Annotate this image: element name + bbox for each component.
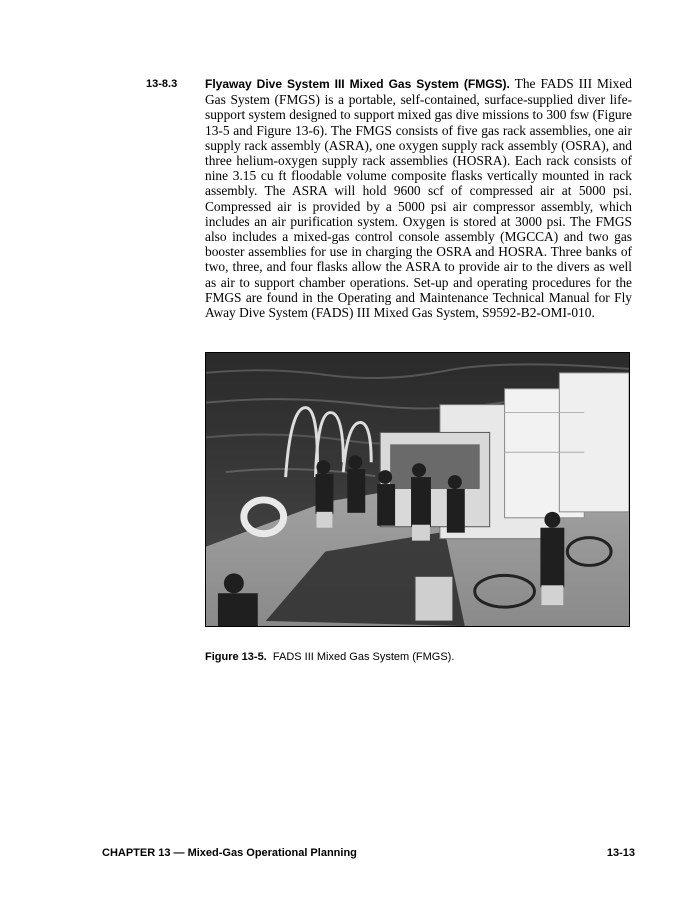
deck-photo-illustration [206,353,629,626]
footer-page-number: 13-13 [606,847,635,859]
figure-photo [205,352,630,627]
section-body: The FADS III Mixed Gas System (FMGS) is a portable, self-contained, surface-supplied diver life-support system designed to support mixed gas dive missions to 300 fsw (Figure 13-5 and Figure 13-6). The FMGS consists of five gas rack assemblies, one air supply rack assembly (ASRA), one oxygen supply rack assembly (OSRA), and three helium-oxygen supply rack assemblies (HOSRA). Each rack consists of nine 3.15 cu ft floodable volume composite flasks vertically mounted in rack assembly. The ASRA will hold 9600 scf of compressed air at 5000 psi. Compressed air is provided by a 5000 psi air compressor assembly, which includes an air purification system. Oxygen is stored at 3000 psi. The FMGS also includes a mixed-gas control console assembly (MGCCA) and two gas booster assemblies for use in charging the OSRA and HOSRA. Three banks of two, three, and four flasks allow the ASRA to provide air to the divers as well as air to support chamber operations. Set-up and operating procedures for the FMGS are found in the Operating and Maintenance Technical Manual for Fly Away Dive System (FADS) III Mixed Gas System, S9592-B2-OMI-010. [205,76,632,321]
section-number: 13-8.3 [146,78,178,90]
section-paragraph [205,76,632,320]
footer-chapter: CHAPTER 13 — Mixed-Gas Operational Planning [102,847,357,859]
figure-label: Figure 13-5. [205,651,267,663]
figure-caption-text: FADS III Mixed Gas System (FMGS). [272,651,455,663]
section-heading: Flyaway Dive System III Mixed Gas System (FMGS). [205,77,510,91]
figure-caption [205,651,454,663]
